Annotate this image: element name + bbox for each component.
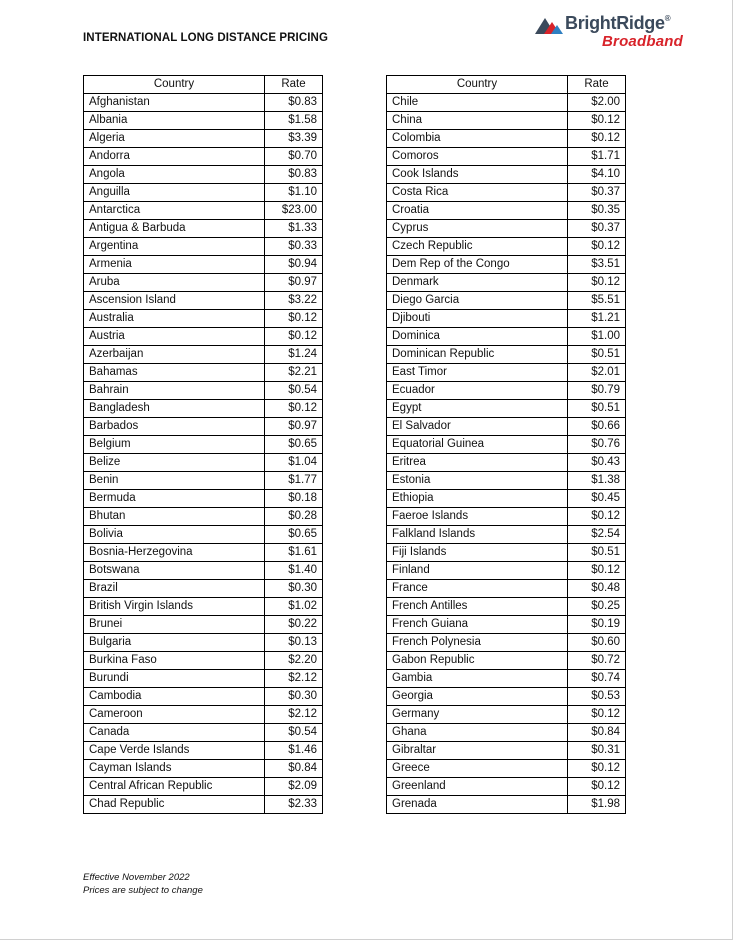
- rate-cell: $1.61: [265, 544, 323, 562]
- table-row: [84, 544, 323, 562]
- table-row: [84, 472, 323, 490]
- rate-cell: $0.53: [568, 688, 626, 706]
- table-row: [387, 274, 626, 292]
- rate-cell: $0.48: [568, 580, 626, 598]
- rate-cell: $0.94: [265, 256, 323, 274]
- country-cell: Belgium: [84, 436, 265, 454]
- rate-cell: $0.74: [568, 670, 626, 688]
- country-cell: Ghana: [387, 724, 568, 742]
- country-cell: Bahrain: [84, 382, 265, 400]
- table-row: [387, 436, 626, 454]
- rate-cell: $1.40: [265, 562, 323, 580]
- rate-cell: $1.24: [265, 346, 323, 364]
- table-row: [84, 130, 323, 148]
- rate-cell: $5.51: [568, 292, 626, 310]
- country-cell: Benin: [84, 472, 265, 490]
- country-cell: Ethiopia: [387, 490, 568, 508]
- table-row: [387, 778, 626, 796]
- table-row: [387, 364, 626, 382]
- table-row: [387, 328, 626, 346]
- country-cell: Eritrea: [387, 454, 568, 472]
- rate-cell: $0.83: [265, 94, 323, 112]
- rate-cell: $0.97: [265, 274, 323, 292]
- table-row: [84, 256, 323, 274]
- rate-cell: $0.45: [568, 490, 626, 508]
- table-row: [84, 778, 323, 796]
- rate-cell: $2.54: [568, 526, 626, 544]
- country-cell: Costa Rica: [387, 184, 568, 202]
- country-cell: Gabon Republic: [387, 652, 568, 670]
- rate-cell: $0.84: [265, 760, 323, 778]
- brand-name: BrightRidge®: [565, 13, 671, 33]
- rate-cell: $0.33: [265, 238, 323, 256]
- table-row: [387, 202, 626, 220]
- rate-cell: $1.58: [265, 112, 323, 130]
- country-cell: Gambia: [387, 670, 568, 688]
- country-cell: Antigua & Barbuda: [84, 220, 265, 238]
- rate-cell: $0.28: [265, 508, 323, 526]
- country-cell: Cambodia: [84, 688, 265, 706]
- country-cell: Chile: [387, 94, 568, 112]
- mountain-logo-icon: [535, 16, 565, 34]
- rate-cell: $1.38: [568, 472, 626, 490]
- rate-cell: $0.12: [568, 238, 626, 256]
- country-cell: Burundi: [84, 670, 265, 688]
- rate-cell: $0.70: [265, 148, 323, 166]
- table-row: [387, 796, 626, 814]
- table-row: [84, 634, 323, 652]
- country-cell: Brazil: [84, 580, 265, 598]
- table-row: [387, 400, 626, 418]
- table-row: [387, 742, 626, 760]
- rate-cell: $0.97: [265, 418, 323, 436]
- rate-cell: $0.51: [568, 400, 626, 418]
- country-cell: Cape Verde Islands: [84, 742, 265, 760]
- rate-cell: $0.51: [568, 346, 626, 364]
- rate-cell: $0.18: [265, 490, 323, 508]
- country-cell: Bulgaria: [84, 634, 265, 652]
- table-row: [387, 652, 626, 670]
- rate-cell: $0.35: [568, 202, 626, 220]
- rate-cell: $2.12: [265, 706, 323, 724]
- table-row: [387, 238, 626, 256]
- rate-cell: $2.21: [265, 364, 323, 382]
- rate-cell: $0.12: [265, 310, 323, 328]
- table-row: [84, 328, 323, 346]
- table-row: [84, 598, 323, 616]
- table-row: [84, 94, 323, 112]
- country-cell: Bahamas: [84, 364, 265, 382]
- rate-header: Rate: [568, 76, 626, 94]
- table-row: [387, 94, 626, 112]
- rate-cell: $1.02: [265, 598, 323, 616]
- country-cell: Austria: [84, 328, 265, 346]
- page-title: INTERNATIONAL LONG DISTANCE PRICING: [83, 32, 328, 44]
- rate-cell: $0.30: [265, 580, 323, 598]
- rate-cell: $0.22: [265, 616, 323, 634]
- country-cell: Afghanistan: [84, 94, 265, 112]
- country-cell: Botswana: [84, 562, 265, 580]
- rate-cell: $0.12: [568, 112, 626, 130]
- rate-cell: $0.12: [265, 328, 323, 346]
- table-row: [387, 634, 626, 652]
- table-row: [84, 220, 323, 238]
- rate-cell: $3.22: [265, 292, 323, 310]
- effective-date: Effective November 2022: [83, 872, 190, 883]
- table-row: [84, 238, 323, 256]
- country-cell: Algeria: [84, 130, 265, 148]
- country-cell: Equatorial Guinea: [387, 436, 568, 454]
- table-row: [84, 292, 323, 310]
- country-cell: Bangladesh: [84, 400, 265, 418]
- rate-cell: $0.25: [568, 598, 626, 616]
- rate-cell: $3.51: [568, 256, 626, 274]
- table-row: [387, 418, 626, 436]
- price-disclaimer: Prices are subject to change: [83, 885, 203, 896]
- country-cell: Antarctica: [84, 202, 265, 220]
- table-row: [387, 310, 626, 328]
- rate-cell: $0.12: [568, 706, 626, 724]
- table-row: [84, 148, 323, 166]
- table-row: [387, 670, 626, 688]
- table-row: [387, 688, 626, 706]
- country-cell: Fiji Islands: [387, 544, 568, 562]
- table-row: [84, 724, 323, 742]
- country-cell: Greece: [387, 760, 568, 778]
- country-cell: Cameroon: [84, 706, 265, 724]
- country-cell: Ecuador: [387, 382, 568, 400]
- table-row: [387, 166, 626, 184]
- rate-cell: $0.79: [568, 382, 626, 400]
- table-row: [387, 490, 626, 508]
- rate-cell: $1.04: [265, 454, 323, 472]
- country-cell: Bolivia: [84, 526, 265, 544]
- rate-cell: $0.65: [265, 526, 323, 544]
- table-row: [84, 346, 323, 364]
- table-row: [387, 580, 626, 598]
- rate-cell: $0.51: [568, 544, 626, 562]
- table-row: [387, 454, 626, 472]
- country-cell: Egypt: [387, 400, 568, 418]
- rate-cell: $1.98: [568, 796, 626, 814]
- country-cell: Dominican Republic: [387, 346, 568, 364]
- rate-cell: $0.30: [265, 688, 323, 706]
- rate-cell: $0.13: [265, 634, 323, 652]
- rate-cell: $1.77: [265, 472, 323, 490]
- table-row: [84, 742, 323, 760]
- country-cell: Estonia: [387, 472, 568, 490]
- country-cell: Central African Republic: [84, 778, 265, 796]
- country-header: Country: [387, 76, 568, 94]
- rate-cell: $0.72: [568, 652, 626, 670]
- rate-cell: $2.12: [265, 670, 323, 688]
- country-cell: Czech Republic: [387, 238, 568, 256]
- country-cell: Azerbaijan: [84, 346, 265, 364]
- country-cell: French Guiana: [387, 616, 568, 634]
- table-row: [387, 292, 626, 310]
- country-cell: Andorra: [84, 148, 265, 166]
- table-row: [387, 220, 626, 238]
- country-cell: East Timor: [387, 364, 568, 382]
- country-cell: Australia: [84, 310, 265, 328]
- country-cell: Faeroe Islands: [387, 508, 568, 526]
- country-cell: El Salvador: [387, 418, 568, 436]
- table-row: [84, 706, 323, 724]
- country-cell: Cyprus: [387, 220, 568, 238]
- rate-cell: $0.54: [265, 724, 323, 742]
- rate-cell: $0.65: [265, 436, 323, 454]
- country-cell: Ascension Island: [84, 292, 265, 310]
- rate-header: Rate: [265, 76, 323, 94]
- table-row: [387, 130, 626, 148]
- rate-cell: $0.12: [568, 778, 626, 796]
- country-cell: Germany: [387, 706, 568, 724]
- rate-cell: $3.39: [265, 130, 323, 148]
- country-cell: Bhutan: [84, 508, 265, 526]
- country-cell: British Virgin Islands: [84, 598, 265, 616]
- table-row: [387, 472, 626, 490]
- table-row: [387, 724, 626, 742]
- country-cell: Denmark: [387, 274, 568, 292]
- rate-cell: $1.33: [265, 220, 323, 238]
- country-cell: Canada: [84, 724, 265, 742]
- rate-cell: $0.12: [265, 400, 323, 418]
- table-row: [84, 418, 323, 436]
- rate-cell: $0.37: [568, 220, 626, 238]
- table-row: [84, 400, 323, 418]
- rate-cell: $0.12: [568, 130, 626, 148]
- table-row: [84, 166, 323, 184]
- table-row: [387, 598, 626, 616]
- country-cell: Belize: [84, 454, 265, 472]
- table-row: [84, 454, 323, 472]
- table-row: [84, 760, 323, 778]
- rate-cell: $4.10: [568, 166, 626, 184]
- table-row: [84, 274, 323, 292]
- table-header-row: [387, 76, 626, 94]
- rate-cell: $1.21: [568, 310, 626, 328]
- rate-cell: $2.09: [265, 778, 323, 796]
- country-cell: China: [387, 112, 568, 130]
- table-row: [387, 346, 626, 364]
- rate-cell: $0.12: [568, 508, 626, 526]
- table-row: [84, 688, 323, 706]
- rate-cell: $1.10: [265, 184, 323, 202]
- table-row: [387, 526, 626, 544]
- table-row: [84, 580, 323, 598]
- table-row: [84, 382, 323, 400]
- country-cell: Albania: [84, 112, 265, 130]
- country-cell: Croatia: [387, 202, 568, 220]
- country-cell: Diego Garcia: [387, 292, 568, 310]
- table-row: [84, 490, 323, 508]
- rate-cell: $0.19: [568, 616, 626, 634]
- rate-cell: $1.71: [568, 148, 626, 166]
- rate-cell: $0.37: [568, 184, 626, 202]
- country-cell: Grenada: [387, 796, 568, 814]
- rate-cell: $2.33: [265, 796, 323, 814]
- table-row: [84, 796, 323, 814]
- table-row: [84, 310, 323, 328]
- table-row: [387, 706, 626, 724]
- table-row: [387, 184, 626, 202]
- country-cell: Anguilla: [84, 184, 265, 202]
- table-row: [84, 670, 323, 688]
- table-row: [84, 202, 323, 220]
- country-cell: Argentina: [84, 238, 265, 256]
- table-row: [84, 526, 323, 544]
- rate-cell: $0.66: [568, 418, 626, 436]
- rate-cell: $0.76: [568, 436, 626, 454]
- country-cell: Dominica: [387, 328, 568, 346]
- country-cell: Colombia: [387, 130, 568, 148]
- country-cell: Brunei: [84, 616, 265, 634]
- table-row: [387, 544, 626, 562]
- table-row: [84, 616, 323, 634]
- country-cell: Bosnia-Herzegovina: [84, 544, 265, 562]
- country-cell: French Polynesia: [387, 634, 568, 652]
- table-row: [387, 760, 626, 778]
- rate-cell: $1.00: [568, 328, 626, 346]
- rate-cell: $1.46: [265, 742, 323, 760]
- table-row: [387, 148, 626, 166]
- rate-cell: $0.12: [568, 274, 626, 292]
- table-row: [387, 382, 626, 400]
- table-row: [387, 256, 626, 274]
- country-cell: Djibouti: [387, 310, 568, 328]
- table-row: [84, 436, 323, 454]
- rates-table-left: [83, 75, 323, 814]
- country-cell: Aruba: [84, 274, 265, 292]
- rate-cell: $2.01: [568, 364, 626, 382]
- country-cell: Angola: [84, 166, 265, 184]
- brightridge-logo: [535, 13, 685, 53]
- country-cell: Gibraltar: [387, 742, 568, 760]
- table-row: [387, 508, 626, 526]
- country-cell: Armenia: [84, 256, 265, 274]
- country-cell: Cayman Islands: [84, 760, 265, 778]
- country-cell: France: [387, 580, 568, 598]
- rate-cell: $2.00: [568, 94, 626, 112]
- country-cell: Falkland Islands: [387, 526, 568, 544]
- country-header: Country: [84, 76, 265, 94]
- table-header-row: [84, 76, 323, 94]
- rate-cell: $0.54: [265, 382, 323, 400]
- country-cell: Finland: [387, 562, 568, 580]
- table-row: [84, 364, 323, 382]
- country-cell: Greenland: [387, 778, 568, 796]
- rate-cell: $0.31: [568, 742, 626, 760]
- table-row: [84, 652, 323, 670]
- rate-cell: $2.20: [265, 652, 323, 670]
- rates-table-right: [386, 75, 626, 814]
- table-row: [387, 562, 626, 580]
- country-cell: French Antilles: [387, 598, 568, 616]
- country-cell: Bermuda: [84, 490, 265, 508]
- country-cell: Burkina Faso: [84, 652, 265, 670]
- country-cell: Georgia: [387, 688, 568, 706]
- footer-notes: [83, 871, 203, 897]
- rate-cell: $0.60: [568, 634, 626, 652]
- table-row: [84, 112, 323, 130]
- rate-cell: $0.83: [265, 166, 323, 184]
- rate-cell: $0.12: [568, 760, 626, 778]
- rate-cell: $0.84: [568, 724, 626, 742]
- country-cell: Barbados: [84, 418, 265, 436]
- rate-cell: $23.00: [265, 202, 323, 220]
- table-row: [387, 616, 626, 634]
- country-cell: Chad Republic: [84, 796, 265, 814]
- table-row: [387, 112, 626, 130]
- brand-subtitle: Broadband: [602, 33, 683, 50]
- country-cell: Cook Islands: [387, 166, 568, 184]
- rate-cell: $0.43: [568, 454, 626, 472]
- country-cell: Dem Rep of the Congo: [387, 256, 568, 274]
- country-cell: Comoros: [387, 148, 568, 166]
- rate-cell: $0.12: [568, 562, 626, 580]
- table-row: [84, 562, 323, 580]
- table-row: [84, 184, 323, 202]
- table-row: [84, 508, 323, 526]
